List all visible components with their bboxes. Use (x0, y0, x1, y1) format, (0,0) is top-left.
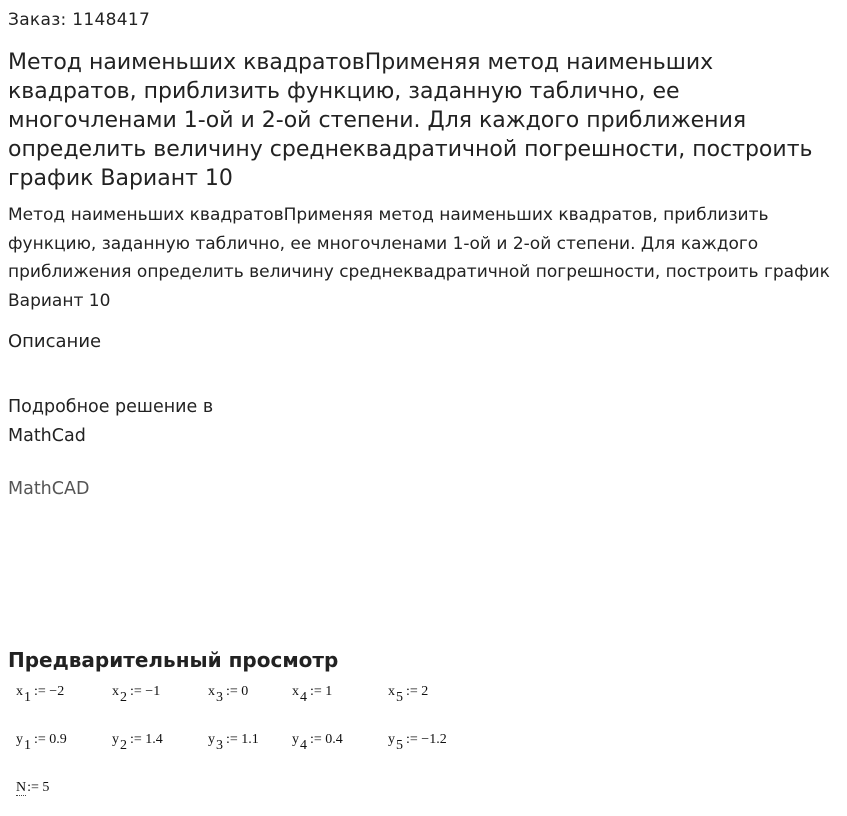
page-title: Метод наименьших квадратовПрименяя метод наименьших квадратов, приблизить функцию, заданную таблично, ее многочленами 1-ой и 2-ой степени. Для каждого приближения определить величину среднеквадратичной погрешности, построить график Вариант 10 (8, 50, 813, 191)
description-section-label: Описание (8, 331, 102, 352)
y3-assignment: y3 := 1.1 (208, 732, 259, 753)
x2-assignment: x2 := −1 (112, 684, 161, 705)
product-description: Метод наименьших квадратовПрименяя метод наименьших квадратов, приблизить функцию, заданную таблично, ее многочленами 1-ой и 2-ой степени. Для каждого приближения определить величину среднеквадратичной погрешности, построить график Вариант 10 (8, 205, 830, 311)
order-number: Заказ: 1148417 (8, 10, 151, 30)
x3-assignment: x3 := 0 (208, 684, 249, 705)
y1-assignment: y1 := 0.9 (16, 732, 67, 753)
y5-assignment: y5 := −1.2 (388, 732, 447, 753)
n-assignment: N:= 5 (16, 780, 50, 795)
x5-assignment: x5 := 2 (388, 684, 429, 705)
x4-assignment: x4 := 1 (292, 684, 333, 705)
preview-title: Предварительный просмотр (8, 648, 339, 672)
x1-assignment: x1 := −2 (16, 684, 65, 705)
y4-assignment: y4 := 0.4 (292, 732, 343, 753)
y2-assignment: y2 := 1.4 (112, 732, 163, 753)
solution-text: Подробное решение в MathCad (8, 397, 214, 446)
software-label: MathCAD (8, 479, 90, 499)
